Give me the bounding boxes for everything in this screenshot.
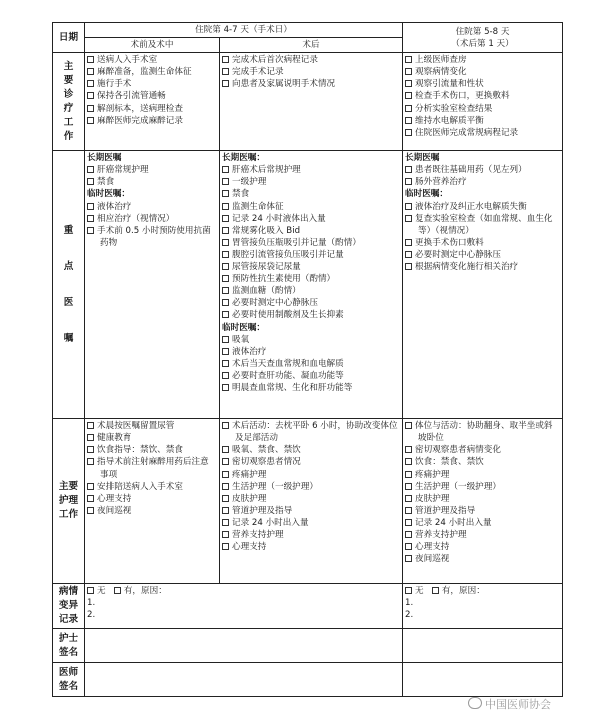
checklist-item-text: 液体治疗 bbox=[97, 201, 132, 212]
checklist-item-text: 营养支持护理 bbox=[232, 530, 284, 541]
checklist-item bbox=[405, 115, 560, 127]
checklist-item bbox=[222, 54, 400, 66]
checklist-item bbox=[222, 517, 400, 529]
checklist-item bbox=[222, 201, 400, 213]
row-label-char: 签名 bbox=[58, 680, 79, 692]
checklist-item bbox=[87, 103, 217, 115]
checklist-item-text: 肠外营养治疗 bbox=[415, 177, 467, 188]
checkbox[interactable] bbox=[405, 251, 412, 258]
checklist-item-text: 必要时使用制酸剂及生长抑素 bbox=[232, 310, 344, 321]
checkbox[interactable] bbox=[405, 495, 412, 502]
checkbox[interactable] bbox=[222, 336, 229, 343]
checklist-item-text: 必要时测定中心静脉压 bbox=[415, 249, 501, 260]
checklist-item-text: 安排陪送病人入手术室 bbox=[97, 481, 183, 492]
row-label-char: 签名 bbox=[58, 646, 79, 658]
checklist-item bbox=[405, 127, 560, 139]
diagnosis-day2-cell bbox=[403, 53, 563, 151]
checklist-item-text: 生活护理（一级护理） bbox=[232, 481, 318, 492]
long-term-orders-heading: 长期医嘱 bbox=[405, 153, 440, 164]
diagnosis-preop-cell bbox=[85, 53, 220, 151]
checklist-item-text: 监测生命体征 bbox=[232, 201, 284, 212]
checklist-item-text: 疼痛护理 bbox=[415, 469, 450, 480]
checklist-item bbox=[405, 54, 560, 66]
checklist-item bbox=[222, 285, 400, 297]
preop-intraop-header: 术前及术中 bbox=[85, 38, 220, 53]
row-label-char: 医师 bbox=[58, 666, 79, 678]
orders-day2-cell bbox=[403, 151, 563, 419]
checkbox[interactable] bbox=[222, 178, 229, 185]
checklist-item bbox=[87, 90, 217, 102]
checklist-item-text: 皮肤护理 bbox=[232, 493, 267, 504]
checkbox[interactable] bbox=[222, 495, 229, 502]
checkbox[interactable] bbox=[87, 495, 94, 502]
checkbox[interactable] bbox=[222, 360, 229, 367]
checkbox[interactable] bbox=[87, 446, 94, 453]
checklist-item bbox=[87, 201, 217, 213]
checkbox[interactable] bbox=[222, 422, 229, 429]
checkbox[interactable] bbox=[87, 68, 94, 75]
checklist-item bbox=[222, 188, 400, 200]
checkbox[interactable] bbox=[222, 68, 229, 75]
checklist-item-text: 麻醉准备，监测生命体征 bbox=[97, 67, 192, 78]
checkbox[interactable] bbox=[405, 203, 412, 210]
row-label-char: 护理 bbox=[58, 495, 79, 507]
checklist-item bbox=[222, 481, 400, 493]
checklist-item bbox=[405, 456, 560, 468]
variation-yes-checkbox[interactable] bbox=[114, 587, 121, 594]
checkbox[interactable] bbox=[222, 227, 229, 234]
checkbox[interactable] bbox=[405, 56, 412, 63]
checklist-item bbox=[87, 213, 217, 225]
checklist-item bbox=[87, 432, 217, 444]
checkbox[interactable] bbox=[222, 543, 229, 550]
checklist-item bbox=[405, 553, 560, 565]
checkbox[interactable] bbox=[222, 239, 229, 246]
checkbox[interactable] bbox=[405, 263, 412, 270]
checkbox[interactable] bbox=[87, 56, 94, 63]
checklist-item bbox=[405, 213, 560, 237]
checklist-item-text: 送病人入手术室 bbox=[97, 55, 158, 66]
checklist-item-text: 明晨查血常规、生化和肝功能等 bbox=[232, 382, 353, 393]
checkbox[interactable] bbox=[87, 507, 94, 514]
checklist-item bbox=[405, 541, 560, 553]
checklist-item-text: 监测血糖（酌情） bbox=[232, 286, 301, 297]
checkbox[interactable] bbox=[405, 483, 412, 490]
checklist-item bbox=[87, 444, 217, 456]
checklist-item-text: 向患者及家属说明手术情况 bbox=[232, 79, 336, 90]
checklist-item bbox=[222, 358, 400, 370]
checklist-item bbox=[87, 505, 217, 517]
checkbox[interactable] bbox=[222, 263, 229, 270]
variation-line-1: 1. bbox=[87, 598, 96, 609]
checklist-item-text: 术后活动：去枕平卧 6 小时，协助改变体位及足部活动 bbox=[232, 421, 398, 444]
doctor-sign-label bbox=[53, 663, 85, 697]
checkbox[interactable] bbox=[222, 215, 229, 222]
variation-row-label bbox=[53, 584, 85, 629]
checkbox[interactable] bbox=[222, 251, 229, 258]
wechat-icon bbox=[468, 697, 482, 709]
checkbox[interactable] bbox=[222, 372, 229, 379]
checklist-item-text: 胃管接负压瓶吸引并记量（酌情） bbox=[232, 237, 361, 248]
checkbox[interactable] bbox=[405, 458, 412, 465]
checklist-item bbox=[405, 481, 560, 493]
checklist-item-text: 麻醉医师完成麻醉记录 bbox=[97, 115, 183, 126]
checklist-item-text: 必要时查肝功能、凝血功能等 bbox=[232, 370, 344, 381]
checklist-item-text: 根据病情变化施行相关治疗 bbox=[415, 262, 519, 273]
checklist-item-text: 住院医师完成常规病程记录 bbox=[415, 127, 519, 138]
checklist-item bbox=[222, 346, 400, 358]
row-label-char: 变异 bbox=[58, 600, 79, 612]
checklist-item-text: 观察病情变化 bbox=[415, 67, 467, 78]
checklist-item-text: 记录 24 小时出入量 bbox=[415, 517, 492, 528]
checklist-item bbox=[222, 420, 400, 444]
checkbox[interactable] bbox=[87, 105, 94, 112]
checklist-item bbox=[222, 66, 400, 78]
temporary-orders-heading: 临时医嘱： bbox=[222, 322, 265, 333]
diagnosis-row-label bbox=[53, 53, 85, 151]
checklist-item bbox=[222, 164, 400, 176]
checkbox[interactable] bbox=[405, 92, 412, 99]
long-term-orders-heading: 长期医嘱： bbox=[222, 153, 265, 164]
checklist-item bbox=[87, 176, 217, 188]
checklist-item bbox=[87, 78, 217, 90]
day-5-8-subtitle: （术后第 1 天） bbox=[451, 38, 514, 49]
watermark bbox=[468, 696, 551, 712]
checklist-item-text: 记录 24 小时出入量 bbox=[232, 517, 309, 528]
row-label-char: 重 bbox=[63, 224, 74, 236]
checklist-item bbox=[222, 370, 400, 382]
checklist-item-text: 观察引流量和性状 bbox=[415, 79, 484, 90]
row-label-char: 主 bbox=[63, 60, 74, 72]
checkbox[interactable] bbox=[405, 471, 412, 478]
checklist-item bbox=[405, 529, 560, 541]
checklist-item-text: 吸氧 bbox=[232, 334, 250, 345]
day-4-7-header: 住院第 4-7 天（手术日） bbox=[85, 23, 403, 38]
variation-none-checkbox[interactable] bbox=[405, 587, 412, 594]
checkbox[interactable] bbox=[87, 422, 94, 429]
checkbox[interactable] bbox=[87, 92, 94, 99]
checklist-item-text: 预防性抗生素使用（酌情） bbox=[232, 274, 336, 285]
diagnosis-postop-cell bbox=[220, 53, 403, 151]
checklist-item-text: 复查实验室检查（如血常规、血生化等）（视情况） bbox=[415, 213, 553, 236]
checklist-item-text: 液体治疗 bbox=[232, 346, 267, 357]
checkbox[interactable] bbox=[405, 519, 412, 526]
checklist-item bbox=[405, 78, 560, 90]
checklist-item bbox=[87, 481, 217, 493]
checkbox[interactable] bbox=[222, 471, 229, 478]
checkbox[interactable] bbox=[222, 531, 229, 538]
day-5-8-title: 住院第 5-8 天 bbox=[455, 26, 510, 37]
checkbox[interactable] bbox=[87, 215, 94, 222]
checklist-item-text: 相应治疗（视情况） bbox=[97, 213, 175, 224]
variation-none-label: 无 bbox=[415, 586, 424, 597]
checklist-item-text: 管道护理及指导 bbox=[415, 505, 476, 516]
orders-row-label bbox=[53, 151, 85, 419]
checkbox[interactable] bbox=[222, 299, 229, 306]
checklist-item bbox=[222, 334, 400, 346]
variation-yes-label: 有，原因： bbox=[123, 586, 167, 597]
checklist-item bbox=[405, 66, 560, 78]
variation-line-1: 1. bbox=[405, 598, 414, 609]
checklist-item bbox=[87, 225, 217, 249]
checkbox[interactable] bbox=[405, 422, 412, 429]
checklist-item bbox=[222, 505, 400, 517]
checkbox[interactable] bbox=[87, 80, 94, 87]
checklist-item-text: 健康教育 bbox=[97, 433, 132, 444]
checkbox[interactable] bbox=[87, 227, 94, 234]
checkbox[interactable] bbox=[222, 519, 229, 526]
checklist-item bbox=[222, 213, 400, 225]
checklist-item-text: 必要时测定中心静脉压 bbox=[232, 298, 318, 309]
checklist-item-text: 分析实验室检查结果 bbox=[415, 103, 493, 114]
checklist-item-text: 心理支持 bbox=[232, 542, 267, 553]
row-label-char: 记录 bbox=[58, 614, 79, 626]
checklist-item bbox=[405, 103, 560, 115]
checkbox[interactable] bbox=[405, 105, 412, 112]
checklist-item-text: 夜间巡视 bbox=[97, 505, 132, 516]
checkbox[interactable] bbox=[222, 348, 229, 355]
checklist-item bbox=[87, 115, 217, 127]
checklist-item-text: 完成手术记录 bbox=[232, 67, 284, 78]
checkbox[interactable] bbox=[222, 275, 229, 282]
checkbox[interactable] bbox=[222, 446, 229, 453]
checkbox[interactable] bbox=[222, 203, 229, 210]
nursing-day2-cell bbox=[403, 419, 563, 584]
checklist-item bbox=[87, 66, 217, 78]
row-label-char: 工作 bbox=[58, 509, 79, 521]
checklist-item bbox=[405, 420, 560, 444]
checklist-item bbox=[222, 382, 400, 394]
row-label-char: 病情 bbox=[58, 586, 79, 598]
nurse-sign-day5-8-field[interactable] bbox=[403, 629, 563, 663]
checklist-item-text: 禁食 bbox=[232, 189, 250, 200]
checklist-item bbox=[405, 444, 560, 456]
checklist-item-text: 夜间巡视 bbox=[415, 554, 450, 565]
checkbox[interactable] bbox=[405, 555, 412, 562]
checklist-item bbox=[222, 469, 400, 481]
checklist-item-text: 吸氧、禁食、禁饮 bbox=[232, 445, 301, 456]
checklist-item bbox=[222, 297, 400, 309]
checkbox[interactable] bbox=[87, 178, 94, 185]
checklist-item bbox=[405, 469, 560, 481]
variation-line-2: 2. bbox=[87, 610, 96, 621]
temporary-orders-heading: 临时医嘱： bbox=[87, 189, 130, 200]
checklist-item-text: 维持水电解质平衡 bbox=[415, 115, 484, 126]
orders-postop-cell bbox=[220, 151, 403, 419]
day-5-8-header bbox=[403, 23, 563, 53]
checklist-item-text: 解剖标本，送病理检查 bbox=[97, 103, 183, 114]
checklist-item-text: 生活护理（一级护理） bbox=[415, 481, 501, 492]
checklist-item-text: 施行手术 bbox=[97, 79, 132, 90]
row-label-char: 护士 bbox=[58, 632, 79, 644]
checklist-item bbox=[222, 261, 400, 273]
checklist-item bbox=[405, 90, 560, 102]
row-label-char: 作 bbox=[63, 130, 74, 142]
checklist-item-text: 更换手术伤口敷料 bbox=[415, 237, 484, 248]
checkbox[interactable] bbox=[222, 483, 229, 490]
checkbox[interactable] bbox=[405, 507, 412, 514]
checklist-item-text: 患者既往基础用药（见左列） bbox=[415, 165, 527, 176]
checklist-item-text: 管道护理及指导 bbox=[232, 505, 293, 516]
variation-day5-8-cell bbox=[403, 584, 563, 629]
temporary-orders-heading: 临时医嘱： bbox=[405, 189, 448, 200]
checkbox[interactable] bbox=[405, 117, 412, 124]
checklist-item-text: 禁食 bbox=[97, 177, 115, 188]
row-label-char: 点 bbox=[63, 260, 74, 272]
checklist-item-text: 指导术前注射麻醉用药后注意事项 bbox=[97, 457, 209, 480]
checkbox[interactable] bbox=[87, 458, 94, 465]
checkbox[interactable] bbox=[405, 166, 412, 173]
row-label-char: 医 bbox=[63, 296, 74, 308]
checklist-item-text: 记录 24 小时液体出入量 bbox=[232, 213, 326, 224]
checklist-item-text: 术后当天查血常规和血电解质 bbox=[232, 358, 344, 369]
checkbox[interactable] bbox=[222, 190, 229, 197]
doctor-sign-day5-8-field[interactable] bbox=[403, 663, 563, 697]
nurse-sign-day4-7-field[interactable] bbox=[85, 629, 403, 663]
checkbox[interactable] bbox=[222, 458, 229, 465]
checklist-item-text: 腹腔引流管接负压吸引并记量 bbox=[232, 249, 344, 260]
checklist-item bbox=[405, 517, 560, 529]
checklist-item bbox=[87, 456, 217, 480]
long-term-orders-heading: 长期医嘱 bbox=[87, 153, 122, 164]
checklist-item-text: 疼痛护理 bbox=[232, 469, 267, 480]
orders-label-chars bbox=[55, 224, 82, 346]
checklist-item-text: 检查手术伤口，更换敷料 bbox=[415, 91, 510, 102]
checklist-item-text: 饮食指导：禁饮、禁食 bbox=[97, 445, 183, 456]
checkbox[interactable] bbox=[222, 80, 229, 87]
checklist-item-text: 手术前 0.5 小时预防使用抗菌药物 bbox=[97, 225, 211, 248]
checklist-item-text: 饮食：禁食、禁饮 bbox=[415, 457, 484, 468]
checklist-item-text: 上级医师查房 bbox=[415, 55, 467, 66]
postop-header: 术后 bbox=[220, 38, 403, 53]
checklist-item bbox=[405, 261, 560, 273]
checklist-item-text: 一级护理 bbox=[232, 177, 267, 188]
checklist-item bbox=[405, 249, 560, 261]
checklist-item bbox=[405, 493, 560, 505]
orders-preop-cell bbox=[85, 151, 220, 419]
checklist-item bbox=[222, 78, 400, 90]
checkbox[interactable] bbox=[222, 166, 229, 173]
checklist-item bbox=[405, 505, 560, 517]
row-label-char: 诊 bbox=[63, 88, 74, 100]
checkbox[interactable] bbox=[405, 239, 412, 246]
checklist-item-text: 营养支持护理 bbox=[415, 530, 467, 541]
checkbox[interactable] bbox=[87, 483, 94, 490]
checkbox[interactable] bbox=[222, 56, 229, 63]
checklist-item-text: 皮肤护理 bbox=[415, 493, 450, 504]
checkbox[interactable] bbox=[405, 446, 412, 453]
checklist-item bbox=[222, 456, 400, 468]
row-label-char: 主要 bbox=[58, 481, 79, 493]
variation-yes-label: 有，原因： bbox=[441, 586, 485, 597]
variation-none-label: 无 bbox=[97, 586, 106, 597]
nurse-sign-label bbox=[53, 629, 85, 663]
checklist-item-text: 肝癌术后常规护理 bbox=[232, 165, 301, 176]
checklist-item-text: 术晨按医嘱留置尿管 bbox=[97, 421, 175, 432]
checklist-item-text: 密切观察患者病情变化 bbox=[415, 445, 501, 456]
checklist-item bbox=[222, 529, 400, 541]
checklist-item bbox=[222, 176, 400, 188]
checkbox[interactable] bbox=[222, 507, 229, 514]
checklist-item bbox=[222, 493, 400, 505]
checkbox[interactable] bbox=[405, 215, 412, 222]
checkbox[interactable] bbox=[87, 203, 94, 210]
variation-none-checkbox[interactable] bbox=[87, 587, 94, 594]
checklist-item-text: 心理支持 bbox=[97, 493, 132, 504]
variation-line-2: 2. bbox=[405, 610, 414, 621]
checkbox[interactable] bbox=[405, 80, 412, 87]
checkbox[interactable] bbox=[405, 178, 412, 185]
checkbox[interactable] bbox=[87, 166, 94, 173]
checkbox[interactable] bbox=[405, 543, 412, 550]
checkbox[interactable] bbox=[405, 129, 412, 136]
checkbox[interactable] bbox=[222, 384, 229, 391]
checklist-item-text: 肝癌常规护理 bbox=[97, 165, 149, 176]
checklist-item-text: 体位与活动：协助翻身、取半坐或斜坡卧位 bbox=[415, 421, 553, 444]
date-header: 日期 bbox=[53, 23, 85, 53]
checkbox[interactable] bbox=[405, 531, 412, 538]
checklist-item-text: 尿管接尿袋记尿量 bbox=[232, 262, 301, 273]
doctor-sign-day4-7-field[interactable] bbox=[85, 663, 403, 697]
checklist-item-text: 完成术后首次病程记录 bbox=[232, 55, 318, 66]
checkbox[interactable] bbox=[222, 311, 229, 318]
checklist-item bbox=[87, 54, 217, 66]
row-label-char: 嘱 bbox=[63, 332, 74, 344]
checklist-item bbox=[405, 164, 560, 176]
row-label-char: 工 bbox=[63, 116, 74, 128]
checkbox[interactable] bbox=[87, 434, 94, 441]
row-label-char: 要 bbox=[63, 74, 74, 86]
checklist-item bbox=[405, 176, 560, 188]
checklist-item-text: 液体治疗及纠正水电解质失衡 bbox=[415, 201, 527, 212]
checklist-item-text: 密切观察患者情况 bbox=[232, 457, 301, 468]
checklist-item bbox=[405, 237, 560, 249]
variation-yes-checkbox[interactable] bbox=[432, 587, 439, 594]
checklist-item bbox=[87, 420, 217, 432]
checklist-item bbox=[222, 225, 400, 237]
checklist-item bbox=[87, 493, 217, 505]
nursing-row-label bbox=[53, 419, 85, 584]
row-label-char: 疗 bbox=[63, 102, 74, 114]
checklist-item bbox=[222, 444, 400, 456]
checkbox[interactable] bbox=[222, 287, 229, 294]
nursing-postop-cell bbox=[220, 419, 403, 584]
checkbox[interactable] bbox=[87, 117, 94, 124]
watermark-text: 中国医师协会 bbox=[485, 698, 551, 711]
checklist-item bbox=[222, 237, 400, 249]
checklist-item bbox=[222, 273, 400, 285]
checklist-item bbox=[222, 309, 400, 321]
checklist-item-text: 常规雾化吸入 Bid bbox=[232, 225, 301, 236]
variation-day4-7-cell bbox=[85, 584, 403, 629]
checkbox[interactable] bbox=[405, 68, 412, 75]
checklist-item bbox=[87, 164, 217, 176]
checklist-item-text: 心理支持 bbox=[415, 542, 450, 553]
checklist-item bbox=[222, 541, 400, 553]
nursing-preop-cell bbox=[85, 419, 220, 584]
checklist-item bbox=[405, 201, 560, 213]
clinical-pathway-table bbox=[52, 22, 562, 697]
checklist-item-text: 保持各引流管通畅 bbox=[97, 91, 166, 102]
checklist-item bbox=[222, 249, 400, 261]
